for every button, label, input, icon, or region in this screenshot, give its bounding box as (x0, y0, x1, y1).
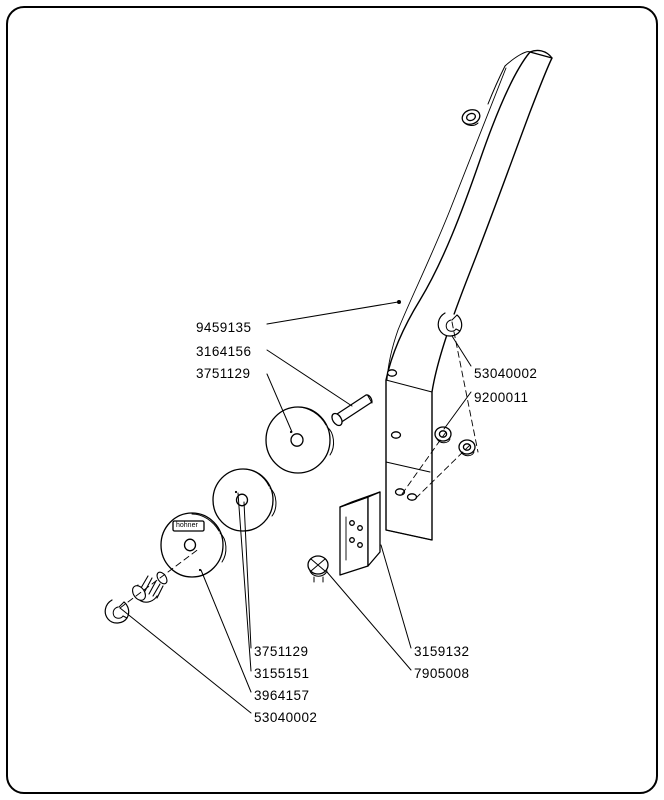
callout-3155151: 3155151 (254, 666, 310, 681)
callout-3159132: 3159132 (414, 644, 470, 659)
shaft-pin-part (330, 395, 372, 427)
screw-knob-icon (308, 556, 328, 582)
callout-9459135: 9459135 (196, 320, 252, 335)
axis-dash-left (120, 548, 200, 608)
bracket-block-part (340, 492, 380, 575)
retaining-ring-top-icon (438, 313, 461, 336)
rivet-top-icon (460, 107, 482, 126)
callout-53040002-top: 53040002 (474, 366, 538, 381)
callout-3751129-lower: 3751129 (254, 644, 309, 659)
bolt-upper-icon (435, 427, 451, 443)
callout-7905008: 7905008 (414, 666, 470, 681)
pulley-large-part (266, 407, 334, 473)
callout-3164156: 3164156 (196, 344, 252, 359)
callout-53040002-bottom: 53040002 (254, 710, 318, 725)
callout-3964157: 3964157 (254, 688, 310, 703)
callout-9200011: 9200011 (474, 390, 529, 405)
hohner-brand-label: hohner (176, 522, 198, 529)
callout-3751129-upper: 3751129 (196, 366, 251, 381)
